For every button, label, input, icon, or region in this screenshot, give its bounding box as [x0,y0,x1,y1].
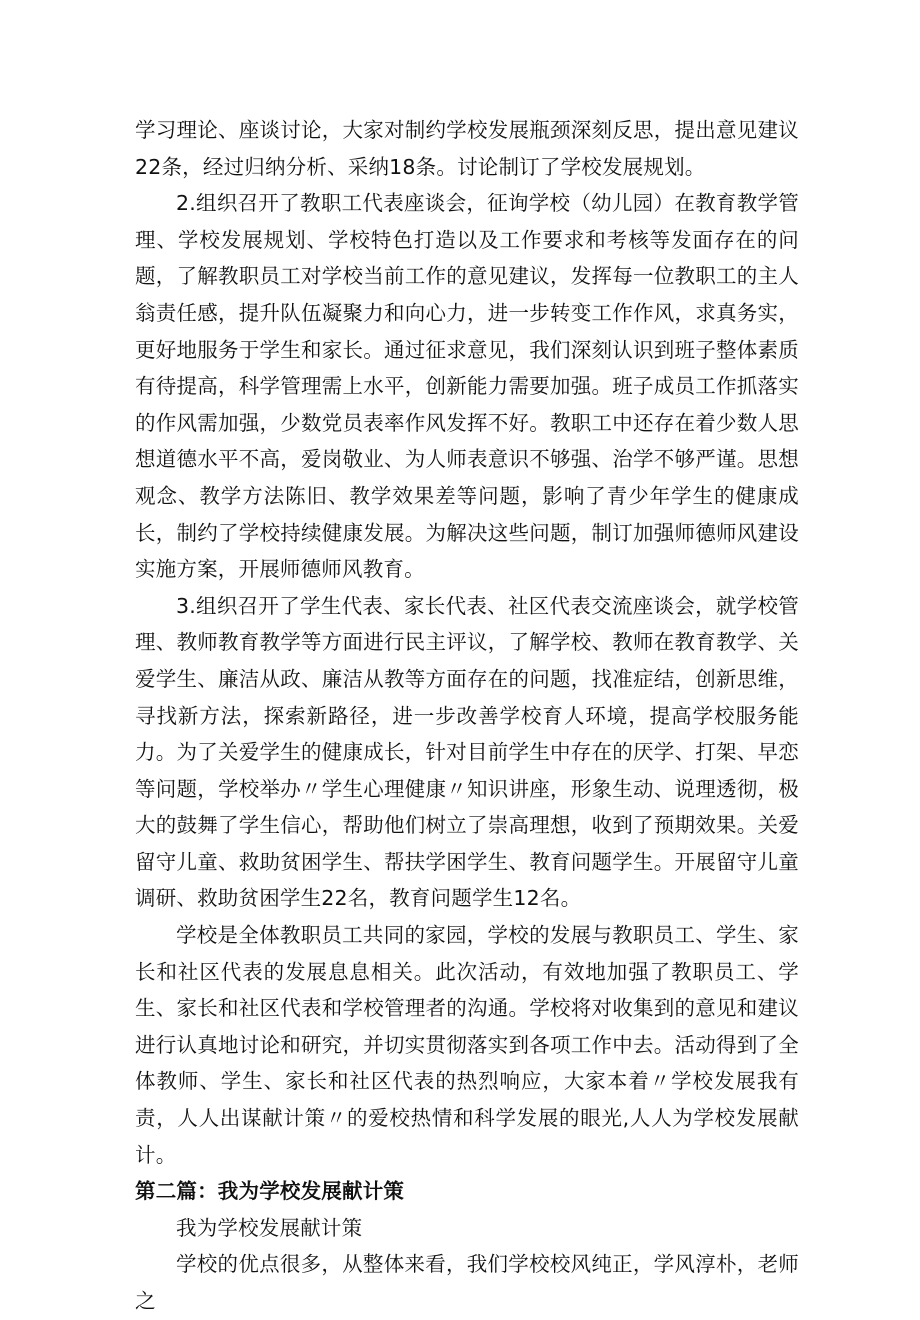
section-heading: 第二篇：我为学校发展献计策 [135,1179,405,1204]
section-opening-paragraph: 学校的优点很多，从整体来看，我们学校校风纯正，学风淳朴，老师之 [135,1252,799,1313]
paragraph-item-2: 2.组织召开了教职工代表座谈会，征询学校（幼儿园）在教育教学管理、学校发展规划、学校特色打造以及工作要求和考核等发面存在的问题，了解教职员工对学校当前工作的意见建议，发挥每一位教职工的主人翁责任感，提升队伍凝聚力和向心力，进一步转变工作作风，求真务实，更好地服务于学生和家长。通过征求意见，我们深刻认识到班子整体素质有待提高，科学管理需上水平，创新能力需要加强。班子成员工作抓落实的作风需加强，少数党员表率作风发挥不好。教职工中还存在着少数人思想道德水平不高，爱岗敬业、为人师表意识不够强、治学不够严谨。思想观念、教学方法陈旧、教学效果差等问题，影响了青少年学生的健康成长，制约了学校持续健康发展。为解决这些问题，制订加强师德师风建设实施方案，开展师德师风教育。 [135,191,799,582]
paragraph-summary: 学校是全体教职员工共同的家园，学校的发展与教职员工、学生、家长和社区代表的发展息息相关。此次活动，有效地加强了教职员工、学生、家长和社区代表和学校管理者的沟通。学校将对收集到的意见和建议进行认真地讨论和研究，并切实贯彻落实到各项工作中去。活动得到了全体教师、学生、家长和社区代表的热烈响应，大家本着〃学校发展我有责，人人出谋献计策〃的爱校热情和科学发展的眼光,人人为学校发展献计。 [135,923,799,1167]
paragraph-continuation: 学习理论、座谈讨论，大家对制约学校发展瓶颈深刻反思，提出意见建议22条，经过归纳分析、采纳18条。讨论制订了学校发展规划。 [135,118,799,179]
paragraph-item-3: 3.组织召开了学生代表、家长代表、社区代表交流座谈会，就学校管理、教师教育教学等方面进行民主评议，了解学校、教师在教育教学、关爱学生、廉洁从政、廉洁从教等方面存在的问题，找准症结，创新思维，寻找新方法，探索新路径，进一步改善学校育人环境，提高学校服务能力。为了关爱学生的健康成长，针对目前学生中存在的厌学、打架、早恋等问题，学校举办〃学生心理健康〃知识讲座，形象生动、说理透彻，极大的鼓舞了学生信心，帮助他们树立了崇高理想，收到了预期效果。关爱留守儿童、救助贫困学生、帮扶学困学生、教育问题学生。开展留守儿童调研、救助贫困学生22名，教育问题学生12名。 [135,593,799,911]
section-subtitle: 我为学校发展献计策 [176,1215,363,1240]
document-body [135,112,799,1320]
